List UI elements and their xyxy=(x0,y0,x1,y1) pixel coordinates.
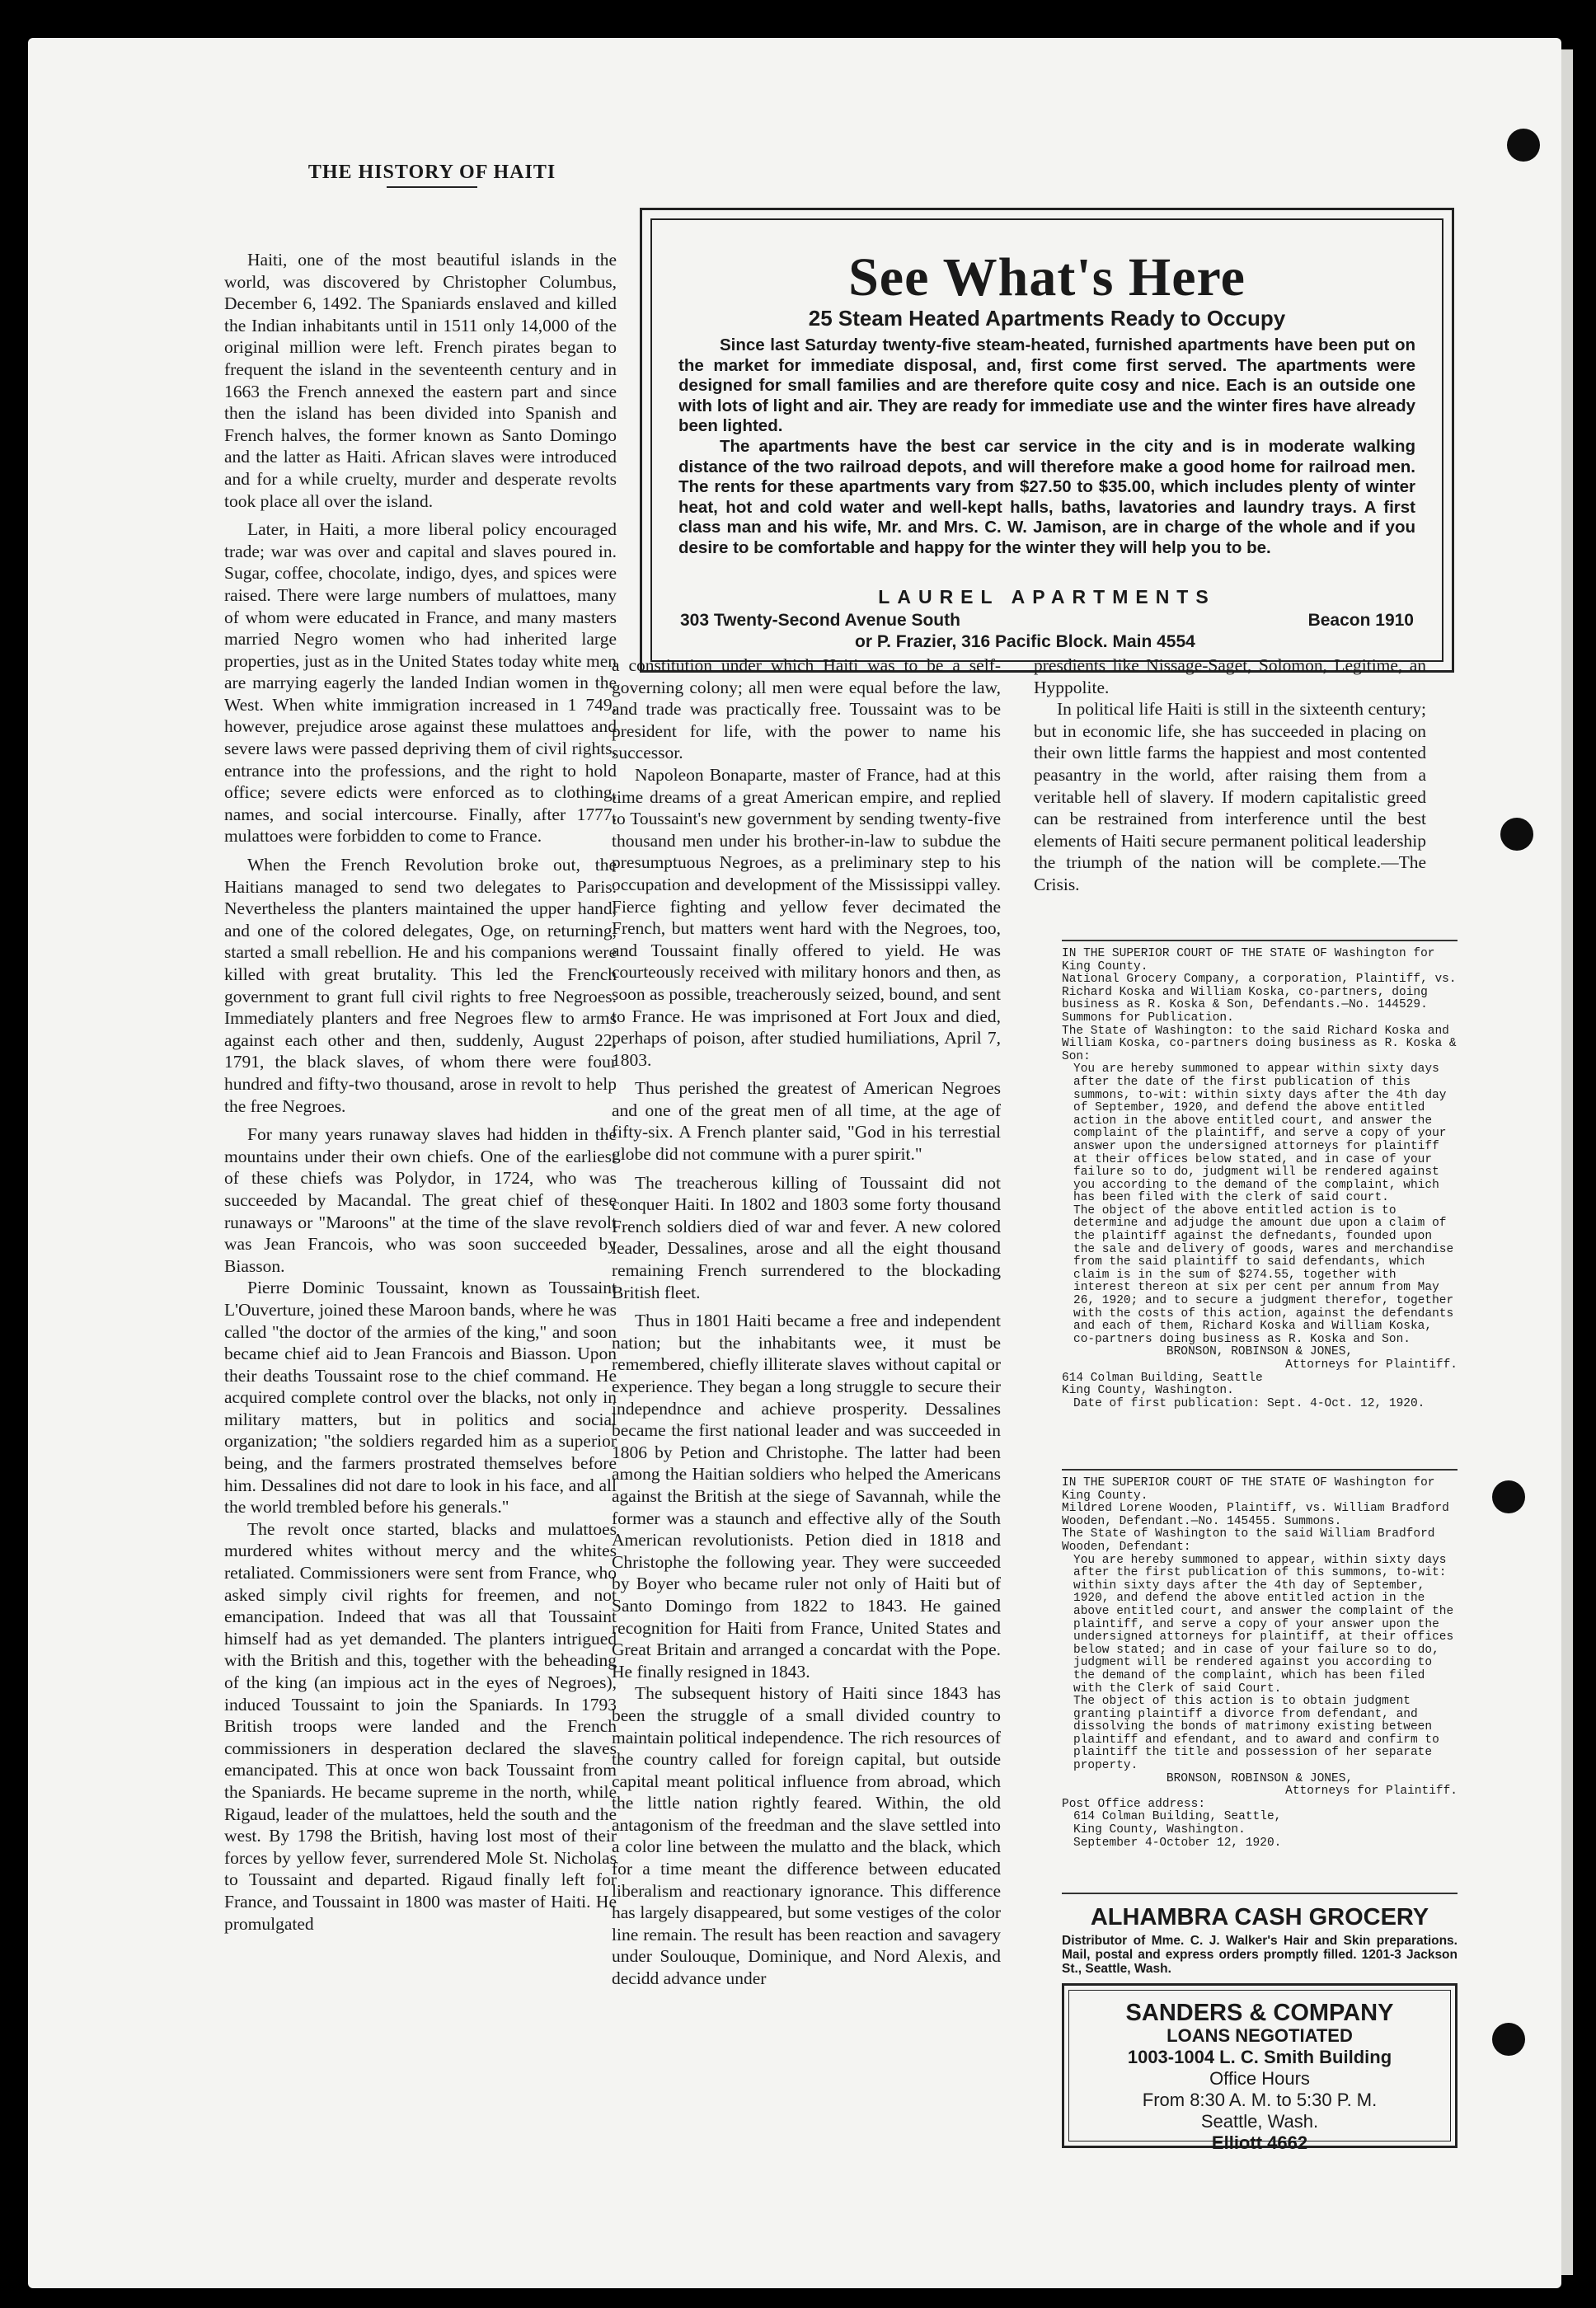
ad-body xyxy=(678,335,1415,559)
legal-case: National Grocery Company, a corporation, Plaintiff, vs. Richard Koska and William Koska, co-partners, doing business as R. Koska & Son, Defendants.—No. 144529. Summons for Publication. xyxy=(1062,973,1457,1025)
paragraph: Pierre Dominic Toussaint, known as Toussaint L'Ouverture, joined these Maroon bands, where he was called "the doctor of the armies of the king," and soon became chief aid to Jean Francois and Biasson. Upon their deaths Toussaint rose to the chief command. He acquired complete control over the blacks, not only in military matters, but in politics and social organization; "the soldiers regarded him as a superior being, and the farmers prostrated themselves before him. Dessalines did not dare to look in his face, and all the world trembled before his generals." xyxy=(224,1278,617,1518)
paragraph: Later, in Haiti, a more liberal policy encouraged trade; war was over and capital and slaves poured in. Sugar, coffee, chocolate, indigo, dyes, and spices were raised. There were large numbers of mulattoes, many of whom were educated in France, and many masters married Negro women who had inherited large properties, just as in the United States today white men are marrying eagerly the landed Indian women in the West. When white immigration increased in 1 749, however, prejudice arose against these mulattoes and severe laws were passed depriving them of civil rights, entrance into the professions, and the right to hold office; severe edicts were enforced as to clothing, names, and social intercourse. Finally, after 1777, mulattoes were forbidden to come to France. xyxy=(224,519,617,847)
legal-signature: BRONSON, ROBINSON & JONES, xyxy=(1166,1345,1354,1359)
legal-date: Date of first publication: Sept. 4-Oct. 12, 1920. xyxy=(1073,1396,1425,1410)
legal-address: King County, Washington. xyxy=(1073,1823,1246,1837)
legal-to: The State of Washington: to the said Richard Koska and William Koska, co-partners doing business as R. Koska & Son: xyxy=(1062,1024,1457,1063)
ad-paragraph: Since last Saturday twenty-five steam-heated, furnished apartments have been put on the market for immediate disposal, and, first come first served. The apartments were designed for small families and are therefore quite cosy and nice. Each is an outside one with lots of light and air. They are ready for immediate use and the winter fires have already been lighted. xyxy=(678,335,1415,436)
paragraph: presdients like Nissage-Saget, Solomon, Legitime, an Hyppolite. xyxy=(1034,655,1426,697)
grocery-title: ALHAMBRA CASH GROCERY xyxy=(1090,1904,1429,1930)
sanders-name: SANDERS & COMPANY xyxy=(1125,2000,1394,2026)
article-column-2 xyxy=(612,654,1001,1990)
binder-hole-icon xyxy=(1492,2023,1525,2056)
sanders-phone: Elliott 4662 xyxy=(1211,2132,1308,2153)
ad-paragraph: The apartments have the best car service in the city and is in moderate walking distance of the two railroad depots, and will therefore make a good home for railroad men. The rents for these apartments vary from $27.50 to $35.00, which includes plenty of winter heat, hot and cold water and well-kept halls, baths, lavatories and laundry trays. A first class man and his wife, Mr. and Mrs. C. W. Jamison, are in charge of the whole and if you desire to be comfortable and happy for the winter they will help you to be. xyxy=(678,436,1415,557)
legal-notice-1 xyxy=(1062,948,1458,1410)
ad-inner-border xyxy=(650,218,1443,662)
ad-business-name: LAUREL APARTMENTS xyxy=(878,586,1216,607)
paragraph: For many years runaway slaves had hidden in the mountains under their own chiefs. One of the earliest of these chiefs was Polydor, in 1724, who was succeeded by Macandal. The great chief of these runaways or "Maroons" at the time of the slave revolt was Jean Francois, who was soon succeeded by Biasson. xyxy=(224,1124,617,1276)
divider xyxy=(1062,1469,1458,1471)
divider xyxy=(1062,1893,1458,1894)
paragraph: Thus in 1801 Haiti became a free and independent nation; but the inhabitants wee, it must be remembered, chiefly illiterate slaves without capital or experience. They began a long struggle to secure their independnce and achieve prosperity. Dessalines became the first national leader and was succeeded in 1806 by Petion and Christophe. The latter had been among the Haitian soldiers who helped the Americans against the British at the siege of Savannah, while the former was a staunch and effective ally of the South American revolutionists. Petion died in 1818 and Christophe the following year. They were succeeded by Boyer who became ruler not only of Haiti but of Santo Domingo from 1822 to 1843. He gained recognition for Haiti from France, United States and Great Britain and arranged a concardat with the Pope. He finally resigned in 1843. xyxy=(612,1311,1001,1682)
legal-signature: BRONSON, ROBINSON & JONES, xyxy=(1166,1771,1354,1785)
grocery-text: Distributor of Mme. C. J. Walker's Hair and Skin preparations. Mail, postal and express orders promptly filled. 1201-3 Jackson St., Seattle, Wash. xyxy=(1062,1934,1458,1976)
sanders-loans: LOANS NEGOTIATED xyxy=(1166,2025,1353,2046)
legal-body: You are hereby summoned to appear within sixty days after the date of the first publication of this summons, to-wit: within sixty days after the 4th day of September, 1920, and defend the above entitled action in the above entitled court, and answer the complaint of the plaintiff, and serve a copy of your answer upon the undersigned attorneys for plaintiff at their offices below stated, and in case of your failure so to do, judgment will be rendered against you according to the demand of the complaint, which has been filed with the clerk of said court. xyxy=(1073,1063,1447,1205)
binder-hole-icon xyxy=(1500,818,1533,851)
legal-to: The State of Washington to the said William Bradford Wooden, Defendant: xyxy=(1062,1527,1435,1554)
paragraph: The treacherous killing of Toussaint did not conquer Haiti. In 1802 and 1803 some forty thousand French soldiers died of war and fever. A new colored leader, Dessalines, arose and all the eight thousand remaining French surrendered to the blockading British fleet. xyxy=(612,1172,1001,1302)
sanders-hours: From 8:30 A. M. to 5:30 P. M. xyxy=(1142,2090,1378,2110)
legal-date: September 4-October 12, 1920. xyxy=(1073,1836,1282,1850)
article-title: THE HISTORY OF HAITI xyxy=(307,162,556,183)
ad-headline: See What's Here xyxy=(848,247,1246,307)
paragraph: The revolt once started, blacks and mulattoes murdered whites without mercy and the whites retaliated. Commissioners were sent from France, who asked simply civil rights for freemen, and not emancipation. Indeed that was all that Toussaint himself had as yet demanded. The planters intrigued with the British and this, together with the beheading of the king (an impious act in the eyes of Negroes), induced Toussaint to join the Spaniards. In 1793 British troops were landed and the French commissioners in desperation declared the slaves emancipated. This at once won back Toussaint from the Spaniards. He became supreme in the north, while Rigaud, leader of the mulattoes, held the south and the west. By 1798 the British, having lost most of their forces by yellow fever, surrendered Mole St. Nicholas to Toussaint and departed. Rigaud finally left for France, and Toussaint in 1800 was master of Haiti. He promulgated xyxy=(224,1518,617,1934)
legal-body: You are hereby summoned to appear, within sixty days after the first publication of this summons, to-wit: within sixty days after the 4th day of September, 1920, and defend the above entitled action in the above entitled court, and answer the complaint of the plaintiff, and serve a copy of your answer upon the undersigned attorneys for plaintiff, at their offices below stated; and in case of your failure so to do, judgment will be rendered against you according to the demand of the complaint, which has been filed with the Clerk of said Court. xyxy=(1073,1553,1454,1696)
paragraph: When the French Revolution broke out, the Haitians managed to send two delegates to Paris. Nevertheless the planters maintained the upper hand, and one of the colored delegates, Oge, on returning, started a small rebellion. He and his companions were killed with great brutality. This led the French government to grant full civil rights to free Negroes. Immediately planters and free Negroes flew to arms against each other and then, suddenly, August 22, 1791, the black slaves, of whom there were four hundred and fifty-two thousand, arose in revolt to help the free Negroes. xyxy=(224,855,617,1116)
ad-address-2: or P. Frazier, 316 Pacific Block. Main 4554 xyxy=(855,632,1195,651)
legal-address: 614 Colman Building, Seattle, xyxy=(1073,1810,1282,1824)
legal-address: 614 Colman Building, Seattle xyxy=(1062,1371,1263,1385)
sanders-inner-border xyxy=(1068,1990,1451,2153)
newspaper-page xyxy=(28,38,1561,2288)
legal-court: IN THE SUPERIOR COURT OF THE STATE OF Washington for King County. xyxy=(1062,1476,1435,1503)
sanders-ad xyxy=(1062,1983,1458,2153)
binder-hole-icon xyxy=(1492,1480,1525,1513)
divider xyxy=(1062,940,1458,941)
page-edge xyxy=(1561,49,1573,2275)
ad-subhead: 25 Steam Heated Apartments Ready to Occupy xyxy=(808,306,1286,331)
legal-body: The object of this action is to obtain judgment granting plaintiff a divorce from defendant, and dissolving the bonds of matrimony existing between plaintiff and efendant, and to award and confirm to plaintiff the title and possession of her separate property. xyxy=(1073,1695,1439,1773)
apartments-ad xyxy=(640,208,1454,673)
legal-po: Post Office address: xyxy=(1062,1797,1206,1811)
legal-address: King County, Washington. xyxy=(1062,1384,1234,1398)
legal-signature-role: Attorneys for Plaintiff. xyxy=(1285,1785,1458,1799)
paragraph: The subsequent history of Haiti since 1843 has been the struggle of a small divided country to maintain political independence. The rich resources of the country called for foreign capital, but outside capital meant political influence from abroad, which the little nation rightly feared. Within, the old antagonism of the freedman and the slave settled into a color line between the mulatto and the black, which for a time meant the difference between educated liberalism and reactionary ignorance. This difference has largely disappeared, but some vestiges of the color line remain. The result has been reaction and savagery under Soulouque, Dominique, and Nord Alexis, and decidd advance under xyxy=(612,1683,1001,1989)
article-column-1 xyxy=(224,249,617,1935)
ad-address: 303 Twenty-Second Avenue South xyxy=(680,611,960,630)
legal-notice-2 xyxy=(1062,1477,1458,1850)
paragraph: a constitution under which Haiti was to be a self-governing colony; all men were equal before the law, and trade was practically free. Toussaint was to be president for life, with the power to name his successor. xyxy=(612,655,1001,763)
paragraph: Thus perished the greatest of American Negroes and one of the great men of all time, at the age of fifty-six. A French planter said, "God in his terrestial globe did not commune with a purer spirit." xyxy=(612,1078,1001,1165)
paragraph: Haiti, one of the most beautiful islands in the world, was discovered by Christopher Columbus, December 6, 1492. The Spaniards enslaved and killed the Indian inhabitants until in 1511 only 14,000 of the original million were left. French pirates began to frequent the island in the seventeenth century and in 1663 the French annexed the eastern part and since then the island has been divided into Spanish and French halves, the former known as Santo Domingo and the latter as Haiti. African slaves were introduced and for a while cruelty, murder and desperate revolts took place all over the island. xyxy=(224,250,617,511)
binder-hole-icon xyxy=(1507,129,1540,162)
ad-phone: Beacon 1910 xyxy=(1307,611,1414,630)
sanders-city: Seattle, Wash. xyxy=(1200,2111,1319,2132)
legal-court: IN THE SUPERIOR COURT OF THE STATE OF Washington for King County. xyxy=(1062,947,1435,973)
title-rule xyxy=(387,186,477,188)
article-column-3 xyxy=(1034,654,1426,896)
legal-body: The object of the above entitled action is to determine and adjudge the amount due upon a claim of the plaintiff against the defnedants, founded upon the sale and delivery of goods, wares and merchandise from the said plaintiff to said defendants, which claim is in the sum of $274.55, together with interest thereon at six per cent per annum from May 26, 1920; and to secure a judgment therefor, together with the costs of this action, against the defendants and each of them, Richard Koska and William Koska, co-partners doing business as R. Koska and Son. xyxy=(1073,1203,1454,1346)
paragraph: In political life Haiti is still in the sixteenth century; but in economic life, she has succeeded in placing on their own little farms the happiest and most contented peasantry in the world, after raising them from a veritable hell of slavery. If modern capitalistic greed can be restrained from interference until the best elements of Haiti secure permanent political leadership the triumph of the nation will be complete.—The Crisis. xyxy=(1034,699,1426,894)
sanders-hours-label: Office Hours xyxy=(1209,2068,1310,2089)
sanders-building: 1003-1004 L. C. Smith Building xyxy=(1127,2047,1392,2067)
paragraph: Napoleon Bonaparte, master of France, had at this time dreams of a great American empire, and replied to Toussaint's new government by sending twenty-five thousand men under his brother-in-law to subdue the presumptuous Negroes, as a preliminary step to his occupation and development of the Mississippi valley. Fierce fighting and yellow fever decimated the French, but matters went hard with the Negroes, too, and Toussaint finally offered to yield. He was courteously received with military honors and then, as soon as possible, treacherously seized, bound, and sent to France. He was imprisoned at Fort Joux and died, perhaps of poison, after studied humiliations, April 7, 1803. xyxy=(612,764,1001,1070)
legal-case: Mildred Lorene Wooden, Plaintiff, vs. William Bradford Wooden, Defendant.—No. 145455. Summons. xyxy=(1062,1502,1449,1528)
legal-signature-role: Attorneys for Plaintiff. xyxy=(1285,1358,1458,1372)
